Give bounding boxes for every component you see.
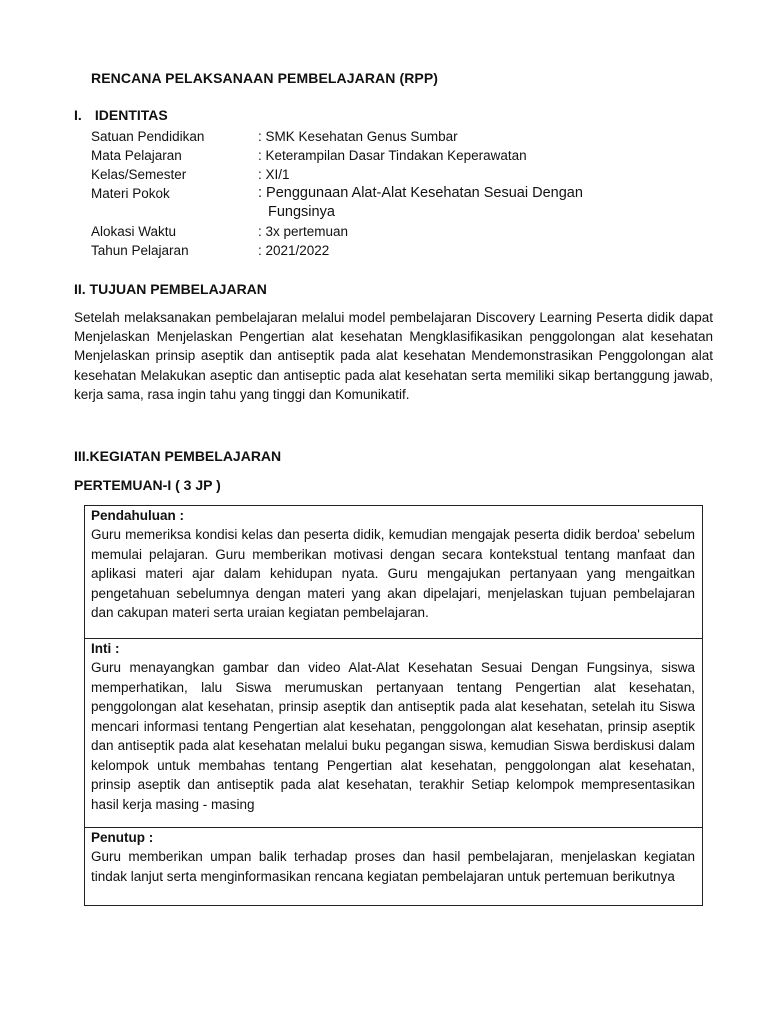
identitas-row-satuan — [91, 127, 651, 146]
identitas-label: Kelas/Semester — [91, 167, 187, 182]
kegiatan-cell-penutup — [85, 828, 702, 905]
kegiatan-cell-text: Guru menayangkan gambar dan video Alat-Alat Kesehatan Sesuai Dengan Fungsinya, siswa memperhatikan, lalu Siswa merumuskan pertanyaan tentang Pengertian alat kesehatan, penggolongan alat kesehatan, prinsip aseptik dan antiseptik pada alat kesehatan, setelah itu Siswa mencari informasi tentang Pengertian alat kesehatan, penggolongan alat kesehatan, prinsip aseptik dan antiseptik pada alat kesehatan melalui buku pegangan siswa, kemudian Siswa berdiskusi dalam kelompok untuk membahas tentang Pengertian alat kesehatan, penggolongan alat kesehatan, prinsip aseptik dan antiseptik pada alat kesehatan, terakhir Setiap kelompok mempresentasikan hasil kerja masing - masing — [91, 660, 695, 812]
section-tujuan-heading: II. TUJUAN PEMBELAJARAN — [74, 281, 267, 297]
identitas-value-continuation: Fungsinya — [268, 204, 335, 220]
identitas-value-line: : Penggunaan Alat-Alat Kesehatan Sesuai Dengan — [258, 185, 583, 201]
identitas-value: : 3x pertemuan — [258, 224, 349, 239]
identitas-value — [258, 184, 651, 222]
identitas-label: Alokasi Waktu — [91, 224, 177, 239]
identitas-label: Mata Pelajaran — [91, 148, 182, 163]
identitas-row-materi — [91, 184, 651, 222]
kegiatan-cell-title: Inti : — [91, 641, 120, 656]
pertemuan-heading: PERTEMUAN-I ( 3 JP ) — [74, 477, 221, 493]
kegiatan-cell-text: Guru memberikan umpan balik terhadap proses dan hasil pembelajaran, menjelaskan kegiatan tindak lanjut serta menginformasikan rencana kegiatan pembelajaran untuk pertemuan berikutnya — [91, 849, 695, 884]
section-title: IDENTITAS — [94, 107, 168, 123]
kegiatan-cell-title: Pendahuluan : — [91, 508, 185, 523]
kegiatan-table — [84, 505, 703, 906]
identitas-value: : 2021/2022 — [258, 243, 330, 258]
identitas-table — [91, 127, 651, 260]
document-title: RENCANA PELAKSANAAN PEMBELAJARAN (RPP) — [91, 70, 439, 86]
kegiatan-cell-title: Penutup : — [91, 830, 154, 845]
identitas-label: Tahun Pelajaran — [91, 243, 189, 258]
identitas-row-kelas — [91, 165, 651, 184]
identitas-value: : SMK Kesehatan Genus Sumbar — [258, 129, 458, 144]
kegiatan-cell-text: Guru memeriksa kondisi kelas dan peserta didik, kemudian mengajak peserta didik berdoa' sebelum memulai pelajaran. Guru memberikan motivasi dengan secara kontekstual tentang manfaat dan aplikasi materi ajar dalam kehidupan nyata. Guru mengajukan pertanyaan yang mengaitkan pengetahuan sebelumnya dengan materi yang akan dipelajari, menjelaskan tujuan pembelajaran dan cakupan materi serta uraian kegiatan pembelajaran. — [91, 527, 695, 620]
identitas-row-tahun — [91, 241, 651, 260]
identitas-label: Satuan Pendidikan — [91, 129, 205, 144]
identitas-label: Materi Pokok — [91, 186, 170, 201]
section-identitas-heading — [74, 107, 168, 123]
section-kegiatan-heading: III.KEGIATAN PEMBELAJARAN — [74, 448, 282, 464]
kegiatan-cell-inti — [85, 639, 702, 828]
identitas-value: : XI/1 — [258, 167, 290, 182]
kegiatan-cell-pendahuluan — [85, 506, 702, 639]
identitas-value: : Keterampilan Dasar Tindakan Keperawatan — [258, 148, 527, 163]
section-number: I. — [74, 107, 82, 123]
identitas-row-alokasi — [91, 222, 651, 241]
tujuan-paragraph: Setelah melaksanakan pembelajaran melalui model pembelajaran Discovery Learning Peserta didik dapat Menjelaskan Menjelaskan Pengertian alat kesehatan Mengklasifikasikan penggolongan alat kesehatan Menjelaskan prinsip aseptik dan antiseptik pada alat kesehatan Mendemonstrasikan Penggolongan alat kesehatan Melakukan aseptic dan antiseptic pada alat kesehatan serta memiliki sikap bertanggung jawab, kerja sama, rasa ingin tahu yang tinggi dan Komunikatif. — [74, 310, 713, 402]
identitas-row-mapel — [91, 146, 651, 165]
